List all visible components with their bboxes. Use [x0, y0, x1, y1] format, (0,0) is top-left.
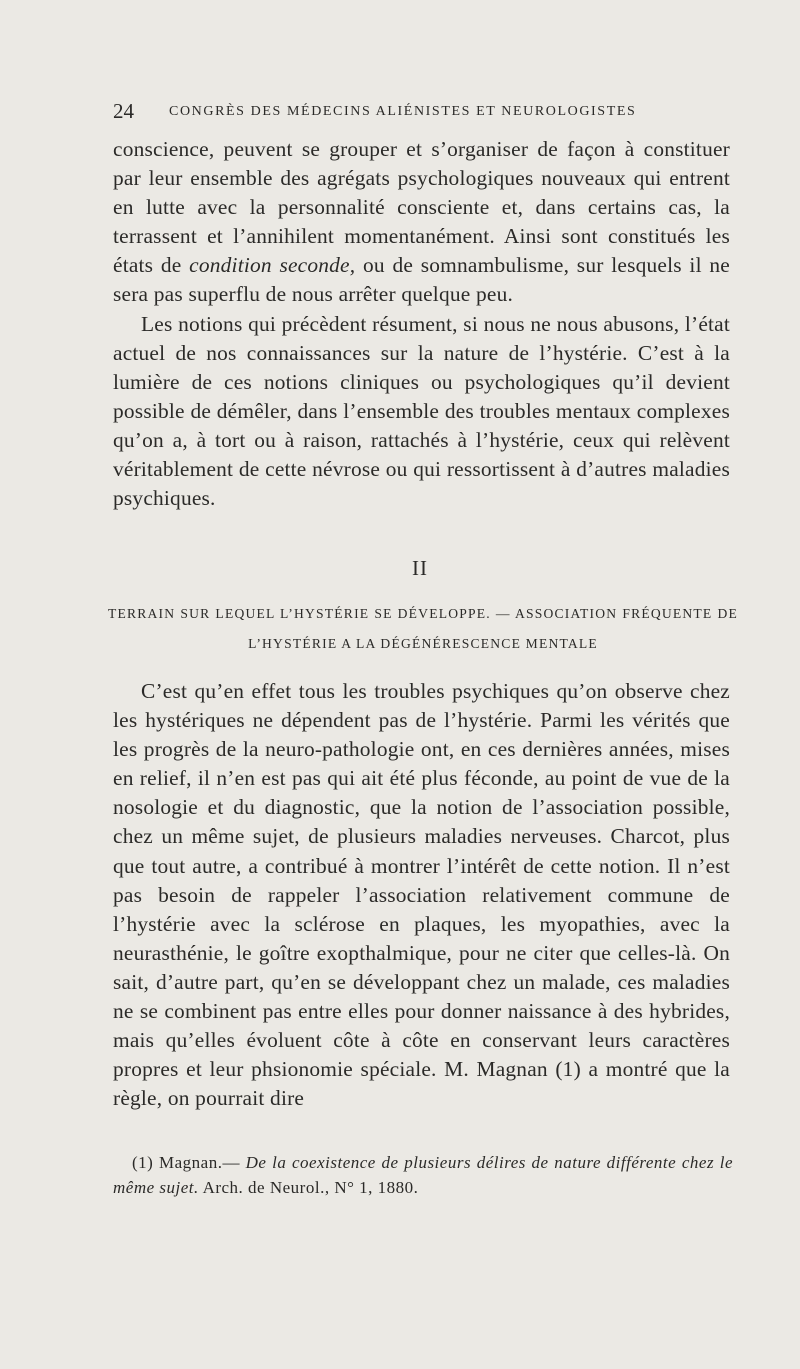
- paragraph-text: conscience, peuvent se grouper et s’organiser de façon à constituer par leur ensemble des agrégats psychologiques nouveaux qui entrent en lutte avec la personnalité consciente et, dans certains cas, la terrassent et l’annihilent momentanément. Ainsi sont constitués les états de: [113, 137, 730, 278]
- paragraph: Les notions qui précèdent résument, si nous ne nous abusons, l’état actuel de nos connaissances sur la nature de l’hystérie. C’est à la lumière de ces notions cliniques ou psychologiques qu’il devient possible de démêler, dans l’ensemble des troubles mentaux complexes qu’on a, à tort ou à raison, rattachés à l’hystérie, ceux qui relèvent véritablement de cette névrose ou qui ressortissent à d’autres maladies psychiques.: [113, 311, 730, 511]
- paragraph-text: ou de somnambulisme, sur lesquels il ne sera pas superflu de nous arrêter quelque peu.: [113, 253, 730, 307]
- running-header: [113, 99, 733, 128]
- footnote-source: Arch. de Neurol., N° 1, 1880.: [198, 1178, 419, 1197]
- text-block-bottom: [113, 677, 730, 1113]
- footnote-text: [113, 1150, 733, 1200]
- paragraph: C’est qu’en effet tous les troubles psychiques qu’on observe chez les hystériques ne dépendent pas de l’hystérie. Parmi les vérités que les progrès de la neuro-pathologie ont, en ces dernières années, mises en relief, il n’en est pas qui ait été plus féconde, au point de vue de la nosologie et du diagnostic, que la notion de l’association possible, chez un même sujet, de plusieurs maladies nerveuses. Charcot, plus que tout autre, a contribué à montrer l’intérêt de cette notion. Il n’est pas besoin de rappeler l’association relativement commune de l’hystérie avec la sclérose en plaques, les myopathies, avec la neurasthénie, le goître exopthalmique, pour ne citer que celles-là. On sait, d’autre part, qu’en se développant chez un malade, ces maladies ne se combinent pas entre elles pour donner naissance à des hybrides, mais qu’elles évoluent côte à côte en conservant leurs caractères propres et leur phsionomie spéciale. M. Magnan (1) a montré que la règle, on pourrait dire: [113, 679, 730, 1111]
- paragraph-continued: [113, 135, 730, 310]
- page-number: 24: [113, 99, 134, 123]
- text-block-top: [113, 135, 730, 513]
- footnote-marker: (1) Magnan.—: [132, 1153, 246, 1172]
- running-title: CONGRÈS DES MÉDECINS ALIÉNISTES ET NEUROLOGISTES: [169, 104, 637, 119]
- footnote: [113, 1150, 733, 1200]
- section-title: TERRAIN SUR LEQUEL L’HYSTÉRIE SE DÉVELOPPE. — ASSOCIATION FRÉQUENTE DE L’HYSTÉRIE A LA DÉGÉNÉRESCENCE MENTALE: [108, 606, 738, 651]
- italic-term: condition seconde,: [189, 253, 356, 278]
- section-number: II: [412, 556, 428, 580]
- footnote-title: De la coexistence de plusieurs délires de nature différente chez le même sujet.: [113, 1153, 733, 1197]
